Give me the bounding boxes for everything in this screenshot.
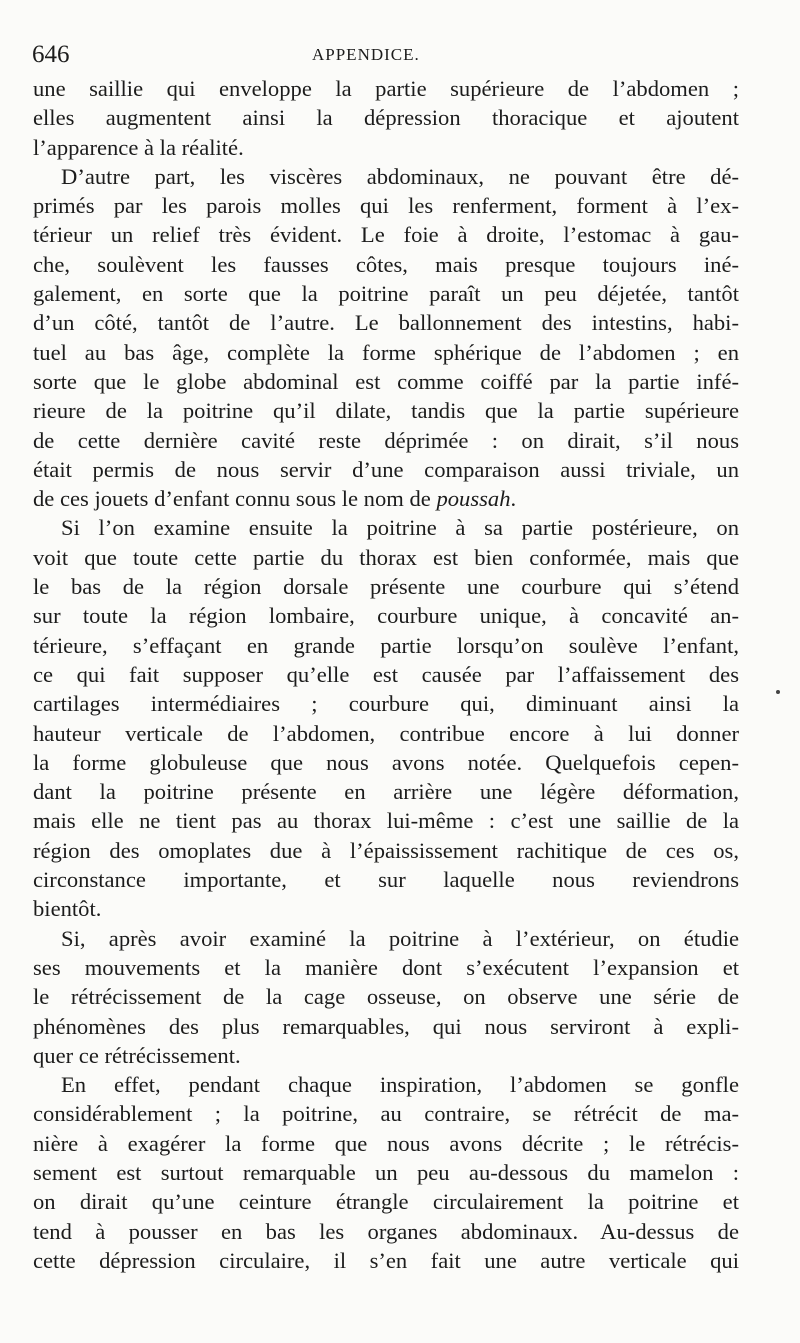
text-line: [33, 1070, 739, 1099]
line-text: le bas de la région dorsale présente une courbure qui s’étend: [33, 574, 739, 600]
line-text: hauteur verticale de l’abdomen, contribue encore à lui donner: [33, 720, 739, 746]
line-text: quer ce rétrécissement.: [33, 1042, 241, 1068]
line-text: était permis de nous servir d’une comparaison aussi triviale, un: [33, 456, 739, 482]
line-text: de ces jouets d’enfant connu sous le nom de: [33, 486, 437, 512]
margin-mark: [776, 690, 780, 694]
line-text: la forme globuleuse que nous avons notée. Quelquefois cepen-: [33, 749, 739, 775]
line-text: Si l’on examine ensuite la poitrine à sa partie postérieure, on: [61, 515, 739, 541]
line-text: ce qui fait supposer qu’elle est causée par l’affaissement des: [33, 661, 739, 687]
line-text: l’apparence à la réalité.: [33, 134, 244, 160]
text-line: [33, 1012, 739, 1041]
line-text: rieure de la poitrine qu’il dilate, tandis que la partie supérieure: [33, 398, 739, 424]
line-text: le rétrécissement de la cage osseuse, on observe une série de: [33, 984, 739, 1010]
line-text: D’autre part, les viscères abdominaux, ne pouvant être dé-: [61, 163, 739, 189]
running-head: [32, 38, 750, 72]
line-text: dant la poitrine présente en arrière une légère déformation,: [33, 779, 739, 805]
text-line: [33, 1158, 739, 1187]
text-line: [33, 220, 739, 249]
text-line: [33, 250, 739, 279]
text-line: [33, 191, 739, 220]
text-line: [33, 777, 739, 806]
line-text: circonstance importante, et sur laquelle nous reviendrons: [33, 867, 739, 893]
line-text: En effet, pendant chaque inspiration, l’abdomen se gonfle: [61, 1072, 739, 1098]
text-line: [33, 1099, 739, 1128]
text-line: [33, 1246, 739, 1275]
line-text: primés par les parois molles qui les renferment, forment à l’ex-: [33, 193, 739, 219]
line-text: une saillie qui enveloppe la partie supérieure de l’abdomen ;: [33, 76, 739, 101]
line-text: elles augmentent ainsi la dépression thoracique et ajoutent: [33, 105, 739, 131]
text-line: [33, 396, 739, 425]
line-text: sur toute la région lombaire, courbure unique, à concavité an-: [33, 603, 739, 629]
text-line: [33, 660, 739, 689]
line-text: on dirait qu’une ceinture étrangle circulairement la poitrine et: [33, 1189, 739, 1215]
text-line: [33, 513, 739, 542]
text-line: [33, 1129, 739, 1158]
text-line: [33, 103, 739, 132]
text-line: [33, 894, 739, 923]
line-text: ses mouvements et la manière dont s’exécutent l’expansion et: [33, 954, 739, 980]
page-number: 646: [32, 41, 70, 68]
line-text: nière à exagérer la forme que nous avons décrite ; le rétrécis-: [33, 1130, 739, 1156]
line-text-tail: .: [510, 486, 517, 512]
line-text: tuel au bas âge, complète la forme sphérique de l’abdomen ; en: [33, 339, 739, 365]
text-line: [33, 1187, 739, 1216]
text-line: [33, 953, 739, 982]
text-line: [33, 455, 739, 484]
text-line: [33, 279, 739, 308]
italic-term: poussah: [436, 486, 511, 512]
line-text: cette dépression circulaire, il s’en fait une autre verticale qui: [33, 1247, 739, 1273]
line-text: Si, après avoir examiné la poitrine à l’extérieur, on étudie: [61, 925, 739, 951]
body-text: [33, 74, 739, 1275]
text-line: [33, 865, 739, 894]
line-text: che, soulèvent les fausses côtes, mais presque toujours iné-: [33, 251, 739, 277]
text-line: [33, 367, 739, 396]
text-line: [33, 338, 739, 367]
text-line: [33, 308, 739, 337]
running-title: APPENDICE.: [312, 45, 420, 64]
text-line: [33, 1217, 739, 1246]
line-text: térieur un relief très évident. Le foie à droite, l’estomac à gau-: [33, 222, 739, 248]
text-line: [33, 719, 739, 748]
line-text: considérablement ; la poitrine, au contraire, se rétrécit de ma-: [33, 1101, 739, 1127]
text-line: [33, 601, 739, 630]
text-line: [33, 543, 739, 572]
text-line: [33, 426, 739, 455]
text-line: [33, 133, 739, 162]
text-line: [33, 689, 739, 718]
text-line: [33, 836, 739, 865]
text-line: [33, 1041, 739, 1070]
line-text: de cette dernière cavité reste déprimée : on dirait, s’il nous: [33, 427, 739, 453]
text-line: [33, 74, 739, 103]
line-text: d’un côté, tantôt de l’autre. Le ballonnement des intestins, habi-: [33, 310, 739, 336]
text-line: [33, 924, 739, 953]
line-text: cartilages intermédiaires ; courbure qui, diminuant ainsi la: [33, 691, 739, 717]
line-text: région des omoplates due à l’épaississement rachitique de ces os,: [33, 837, 739, 863]
line-text: sorte que le globe abdominal est comme coiffé par la partie infé-: [33, 368, 739, 394]
text-line: [33, 631, 739, 660]
line-text: mais elle ne tient pas au thorax lui-même : c’est une saillie de la: [33, 808, 739, 834]
line-text: bientôt.: [33, 896, 102, 922]
line-text: phénomènes des plus remarquables, qui nous serviront à expli-: [33, 1013, 739, 1039]
line-text: voit que toute cette partie du thorax est bien conformée, mais que: [33, 544, 739, 570]
line-text: galement, en sorte que la poitrine paraît un peu déjetée, tantôt: [33, 281, 739, 307]
line-text: térieure, s’effaçant en grande partie lorsqu’on soulève l’enfant,: [33, 632, 739, 658]
text-line: [33, 748, 739, 777]
text-line: [33, 162, 739, 191]
text-line: [33, 806, 739, 835]
line-text: tend à pousser en bas les organes abdominaux. Au-dessus de: [33, 1218, 739, 1244]
line-text: sement est surtout remarquable un peu au-dessous du mamelon :: [33, 1159, 739, 1185]
text-line: [33, 982, 739, 1011]
text-line: [33, 484, 739, 513]
text-line: [33, 572, 739, 601]
